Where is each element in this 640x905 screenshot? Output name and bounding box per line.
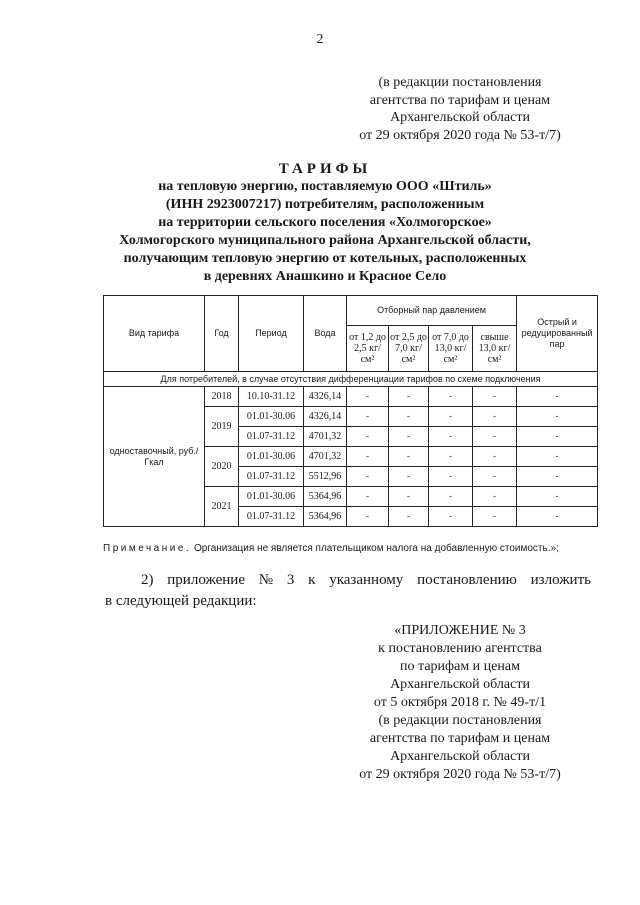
paragraph-line-2: в следующей редакции: [105,593,257,609]
paragraph-line-1 [105,570,591,591]
cell-value: - [517,447,598,467]
cell-value: - [517,487,598,507]
cell-water: 4326,14 [304,387,347,407]
cell-period: 01.07-31.12 [239,427,304,447]
title-line: Холмогорского муниципального района Архангельской области, [119,233,531,248]
appendix-line: от 5 октября 2018 г. № 49-т/1 [373,695,547,710]
cell-value: - [473,507,517,527]
cell-value: - [389,507,429,527]
paragraph-word: изложить [530,572,591,588]
tariff-name: одноставочный, руб./Гкал [104,387,205,527]
redaction-line: агентства по тарифам и ценам [369,92,551,108]
paragraph-word: постановлению [417,572,517,588]
appendix-line: «ПРИЛОЖЕНИЕ № 3 [394,623,526,638]
paragraph-word: 2) [141,572,154,588]
title-line: на тепловую энергию, поставляемую ООО «Штиль» [158,179,492,194]
cell-water: 4701,32 [304,427,347,447]
appendix-header [330,622,590,712]
paragraph-word: приложение [167,572,245,588]
cell-value: - [473,447,517,467]
header-steam-col: свыше 13,0 кг/см² [473,326,517,372]
paragraph-word: указанному [329,572,404,588]
paragraph-word: № [258,572,274,588]
cell-water: 4326,14 [304,407,347,427]
header-steam-col: от 7,0 до 13,0 кг/см² [429,326,473,372]
redaction-note-bottom [330,712,590,784]
cell-year: 2019 [205,407,239,447]
cell-value: - [429,487,473,507]
cell-value: - [473,487,517,507]
cell-value: - [429,447,473,467]
cell-value: - [389,447,429,467]
cell-value: - [347,427,389,447]
cell-year: 2018 [205,387,239,407]
cell-period: 10.10-31.12 [239,387,304,407]
table-subheader: Для потребителей, в случае отсутствия дифференциации тарифов по схеме подключения [104,372,598,387]
cell-water: 5364,96 [304,507,347,527]
page-number: 2 [316,32,324,47]
cell-water: 5512,96 [304,467,347,487]
cell-value: - [389,467,429,487]
title-line: (ИНН 2923007217) потребителям, расположенным [165,197,485,212]
cell-value: - [347,467,389,487]
cell-value: - [517,387,598,407]
cell-value: - [473,387,517,407]
cell-value: - [429,387,473,407]
paragraph-word: 3 [286,572,295,588]
note-label: Примечание. [103,543,192,554]
cell-value: - [517,407,598,427]
cell-value: - [473,467,517,487]
title-heading: ТАРИФЫ [278,161,372,177]
redaction-line: (в редакции постановления [378,713,542,728]
redaction-line: Архангельской области [390,749,530,764]
cell-value: - [389,407,429,427]
cell-value: - [517,467,598,487]
redaction-line: Архангельской области [390,110,530,125]
appendix-line: к постановлению агентства [378,641,542,656]
cell-value: - [347,507,389,527]
header-sharp-steam: Острый и редуцированный пар [517,296,598,372]
cell-water: 5364,96 [304,487,347,507]
paragraph-word: к [308,572,316,588]
table-row [104,387,598,407]
header-steam: Отборный пар давлением [347,296,517,326]
document-title [60,160,590,286]
cell-value: - [429,407,473,427]
redaction-line: от 29 октября 2020 года № 53-т/7) [359,127,561,143]
appendix-line: по тарифам и ценам [400,659,520,674]
cell-period: 01.07-31.12 [239,507,304,527]
cell-water: 4701,32 [304,447,347,467]
header-period: Период [239,296,304,372]
title-line: в деревнях Анашкино и Красное Село [203,269,447,284]
cell-value: - [429,507,473,527]
cell-year: 2021 [205,487,239,527]
cell-value: - [389,487,429,507]
cell-period: 01.01-30.06 [239,447,304,467]
header-tariff-type: Вид тарифа [104,296,205,372]
note-text: Организация не является плательщиком налога на добавленную стоимость.»; [193,543,559,554]
title-line: получающим тепловую энергию от котельных, расположенных [123,251,527,266]
header-steam-col: от 2,5 до 7,0 кг/см² [389,326,429,372]
cell-period: 01.01-30.06 [239,407,304,427]
cell-period: 01.07-31.12 [239,467,304,487]
appendix-line: Архангельской области [390,677,530,692]
redaction-note-top [330,74,590,144]
cell-value: - [473,427,517,447]
cell-value: - [517,507,598,527]
redaction-line: (в редакции постановления [378,75,542,90]
cell-value: - [429,427,473,447]
header-steam-col: от 1,2 до 2,5 кг/см² [347,326,389,372]
cell-value: - [347,387,389,407]
tariff-table [103,295,598,527]
cell-year: 2020 [205,447,239,487]
redaction-line: агентства по тарифам и ценам [369,731,551,746]
header-water: Вода [304,296,347,372]
cell-value: - [517,427,598,447]
cell-value: - [347,407,389,427]
cell-value: - [389,387,429,407]
cell-value: - [473,407,517,427]
cell-value: - [389,427,429,447]
cell-value: - [429,467,473,487]
redaction-line: от 29 октября 2020 года № 53-т/7) [359,767,561,782]
cell-period: 01.01-30.06 [239,487,304,507]
title-line: на территории сельского поселения «Холмогорское» [158,215,492,230]
header-year: Год [205,296,239,372]
cell-value: - [347,487,389,507]
cell-value: - [347,447,389,467]
table-note [103,543,603,554]
amendment-paragraph [105,570,591,612]
